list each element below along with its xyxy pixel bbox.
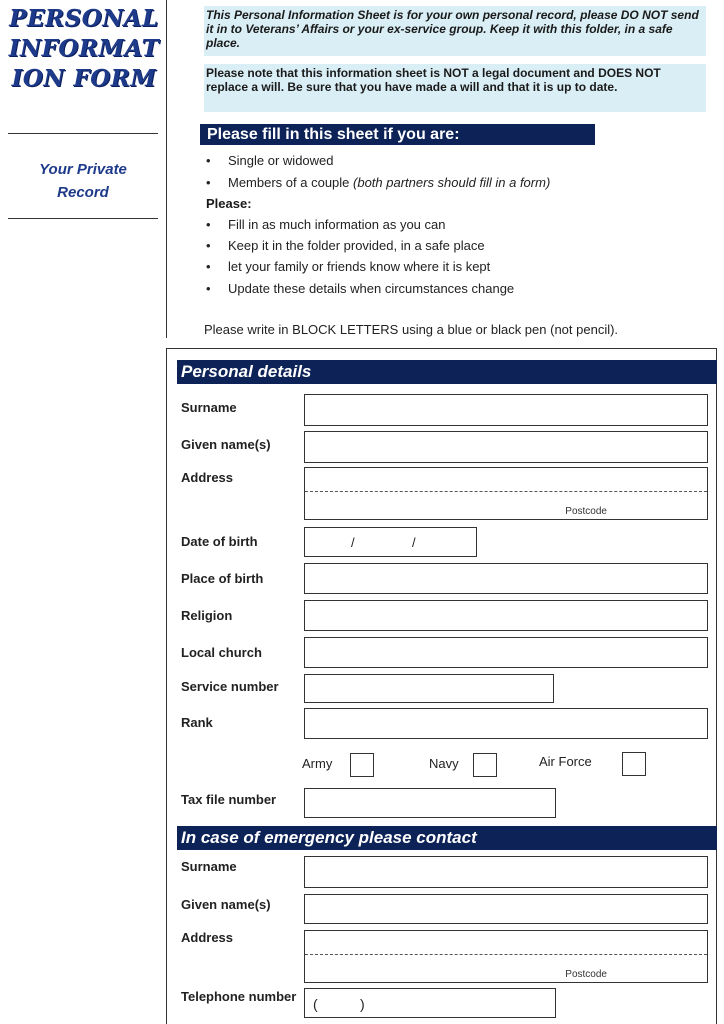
fill-in-heading: Please fill in this sheet if you are:	[200, 124, 595, 145]
rank-label: Rank	[181, 715, 213, 730]
bullet: •	[206, 175, 211, 190]
bullet: •	[206, 217, 211, 232]
emergency-heading: In case of emergency please contact	[177, 826, 717, 850]
army-label: Army	[302, 756, 333, 771]
form-subtitle	[8, 158, 158, 204]
emergency-address-label: Address	[181, 930, 234, 945]
bullet: •	[206, 281, 211, 296]
bullet: •	[206, 153, 211, 168]
local-church-field[interactable]	[304, 637, 708, 668]
form-frame-right	[716, 348, 717, 1024]
instruction-item	[206, 281, 514, 296]
bullet: •	[206, 259, 211, 274]
religion-label: Religion	[181, 608, 233, 623]
instruction-item	[206, 217, 445, 232]
criteria-label: Single or widowed	[228, 153, 334, 168]
emergency-surname-field[interactable]	[304, 856, 708, 888]
postcode-label: Postcode	[565, 506, 607, 517]
criteria-note: (both partners should fill in a form)	[353, 175, 551, 190]
form-title-line-3: ION FORM	[11, 65, 157, 92]
criteria-item-couple	[206, 175, 550, 190]
instruction-text: Update these details when circumstances change	[228, 281, 515, 296]
dob-label: Date of birth	[181, 534, 258, 549]
instruction-item	[206, 238, 485, 253]
form-frame-top	[166, 348, 717, 349]
postcode-label: Postcode	[565, 969, 607, 980]
tax-file-label: Tax file number	[181, 792, 277, 807]
tax-file-field[interactable]	[304, 788, 556, 818]
criteria-label: Members of a couple	[228, 175, 354, 190]
address-divider	[305, 954, 707, 955]
dob-separator: /	[412, 535, 416, 550]
address-label: Address	[181, 470, 234, 485]
army-checkbox[interactable]	[350, 753, 374, 777]
place-of-birth-label: Place of birth	[181, 571, 264, 586]
navy-label: Navy	[429, 756, 459, 771]
notice-not-legal: Please note that this information sheet is NOT a legal document and DOES NOT replace a will. Be sure that you have made a will and that it is up to date.	[204, 64, 706, 112]
form-frame-left	[166, 348, 167, 1024]
service-number-field[interactable]	[304, 674, 554, 703]
emergency-given-names-label: Given name(s)	[181, 897, 271, 912]
emergency-surname-label: Surname	[181, 859, 237, 874]
area-code-close: )	[360, 996, 365, 1012]
address-field[interactable]	[304, 467, 708, 520]
religion-field[interactable]	[304, 600, 708, 631]
sidebar-vertical-divider	[166, 0, 167, 338]
address-divider	[305, 491, 707, 492]
navy-checkbox[interactable]	[473, 753, 497, 777]
form-title-line-1: PERSONAL	[9, 5, 159, 32]
rank-field[interactable]	[304, 708, 708, 739]
dob-field[interactable]	[304, 527, 477, 557]
form-subtitle-line-1: Your Private	[39, 161, 127, 178]
bullet: •	[206, 238, 211, 253]
area-code-open: (	[313, 996, 318, 1012]
form-title	[8, 4, 160, 94]
personal-details-heading: Personal details	[177, 360, 717, 384]
given-names-label: Given name(s)	[181, 437, 271, 452]
sidebar-divider-bottom	[8, 218, 158, 219]
service-number-label: Service number	[181, 679, 279, 694]
form-title-line-2: INFORMAT	[8, 35, 160, 62]
dob-separator: /	[351, 535, 355, 550]
instruction-item	[206, 259, 490, 274]
surname-field[interactable]	[304, 394, 708, 426]
air-force-checkbox[interactable]	[622, 752, 646, 776]
local-church-label: Local church	[181, 645, 262, 660]
telephone-field[interactable]	[304, 988, 556, 1018]
block-letters-note: Please write in BLOCK LETTERS using a blue or black pen (not pencil).	[204, 322, 619, 337]
criteria-item-single	[206, 153, 334, 168]
please-label: Please:	[206, 196, 252, 211]
instruction-text: let your family or friends know where it is kept	[228, 259, 491, 274]
surname-label: Surname	[181, 400, 237, 415]
form-subtitle-line-2: Record	[57, 184, 109, 201]
instruction-text: Keep it in the folder provided, in a safe place	[228, 238, 485, 253]
notice-personal-record: This Personal Information Sheet is for your own personal record, please DO NOT send it in to Veterans’ Affairs or your ex-service group. Keep it with this folder, in a safe place.	[204, 6, 706, 56]
emergency-address-field[interactable]	[304, 930, 708, 983]
instruction-text: Fill in as much information as you can	[228, 217, 446, 232]
air-force-label: Air Force	[539, 754, 592, 769]
telephone-label: Telephone number	[181, 989, 297, 1004]
given-names-field[interactable]	[304, 431, 708, 463]
place-of-birth-field[interactable]	[304, 563, 708, 594]
emergency-given-names-field[interactable]	[304, 894, 708, 924]
sidebar-divider-top	[8, 133, 158, 134]
